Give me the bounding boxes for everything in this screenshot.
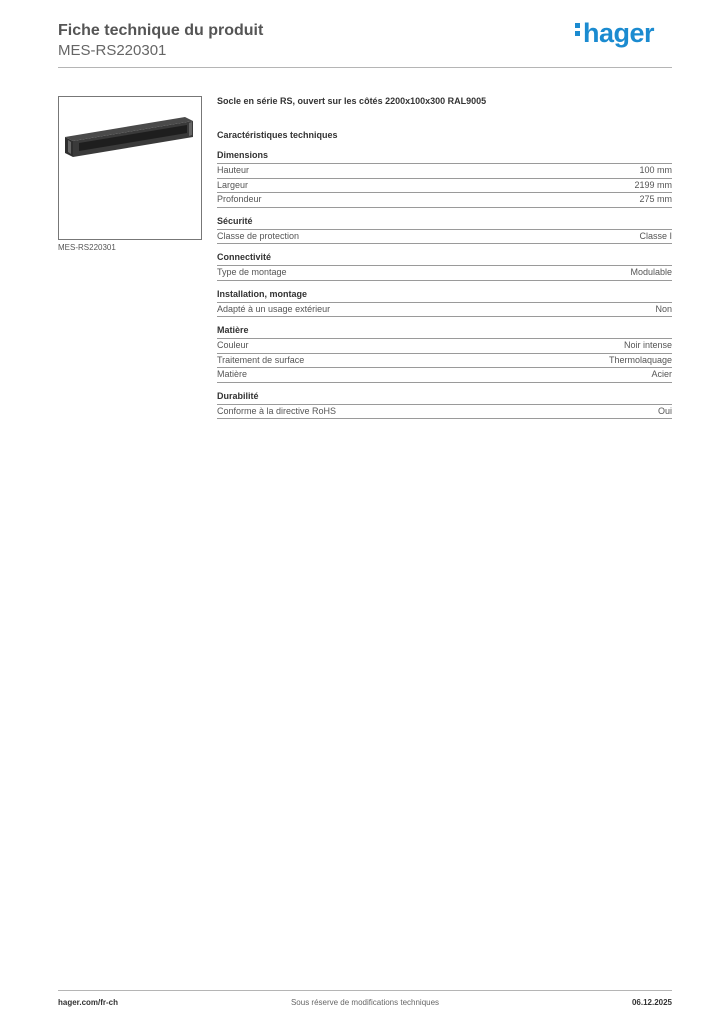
spec-value: 2199 mm	[634, 179, 672, 190]
spec-row	[217, 303, 672, 318]
spec-label: Adapté à un usage extérieur	[217, 303, 331, 314]
spec-section	[217, 325, 672, 383]
spec-row	[217, 339, 672, 354]
spec-content	[217, 96, 672, 419]
spec-label: Profondeur	[217, 194, 262, 204]
spec-row	[217, 179, 672, 194]
spec-value: 100 mm	[639, 165, 672, 175]
footer-website: hager.com/fr-ch	[58, 998, 119, 1007]
footer-date: 06.12.2025	[631, 998, 672, 1007]
spec-section	[217, 252, 672, 281]
spec-label: Couleur	[217, 340, 249, 350]
spec-row	[217, 164, 672, 179]
section-title: Durabilité	[217, 391, 672, 405]
hager-logo	[575, 18, 654, 49]
product-reference: MES-RS220301	[58, 42, 167, 59]
spec-label: Type de montage	[217, 267, 287, 277]
logo-text: hager	[582, 18, 654, 48]
spec-value: Non	[655, 303, 672, 314]
spec-value: Oui	[657, 405, 672, 416]
logo-dots-icon	[575, 20, 581, 39]
product-description: Socle en série RS, ouvert sur les côtés 2200x100x300 RAL9005	[217, 96, 487, 106]
spec-row	[217, 193, 672, 208]
specs-title: Caractéristiques techniques	[217, 130, 338, 140]
spec-section	[217, 391, 672, 420]
spec-label: Largeur	[217, 179, 249, 190]
spec-value: Acier	[651, 369, 672, 379]
spec-value: Noir intense	[623, 340, 672, 350]
spec-row	[217, 230, 672, 245]
spec-value: Classe I	[639, 230, 672, 241]
section-title: Matière	[217, 325, 672, 339]
spec-section	[217, 150, 672, 208]
spec-value: Thermolaquage	[608, 354, 672, 365]
spec-label: Traitement de surface	[217, 354, 305, 365]
base-frame-icon	[59, 97, 201, 239]
spec-sections	[217, 150, 672, 419]
section-title: Connectivité	[217, 252, 672, 266]
spec-section	[217, 289, 672, 318]
section-title: Installation, montage	[217, 289, 672, 303]
spec-row	[217, 266, 672, 281]
image-caption: MES-RS220301	[58, 243, 116, 252]
spec-label: Classe de protection	[217, 230, 300, 241]
header-divider	[58, 67, 672, 68]
spec-label: Matière	[217, 369, 248, 379]
spec-value: 275 mm	[639, 194, 672, 204]
page-title: Fiche technique du produit	[58, 22, 264, 39]
spec-value: Modulable	[630, 267, 672, 277]
footer-notice: Sous réserve de modifications techniques	[290, 998, 440, 1007]
spec-label: Hauteur	[217, 165, 250, 175]
spec-row	[217, 354, 672, 369]
spec-row	[217, 368, 672, 383]
spec-label: Conforme à la directive RoHS	[217, 405, 337, 416]
spec-row	[217, 405, 672, 420]
page-header	[58, 20, 672, 70]
spec-section	[217, 216, 672, 245]
section-title: Sécurité	[217, 216, 672, 230]
section-title: Dimensions	[217, 150, 672, 164]
footer-divider	[58, 990, 672, 991]
product-image	[58, 96, 202, 240]
